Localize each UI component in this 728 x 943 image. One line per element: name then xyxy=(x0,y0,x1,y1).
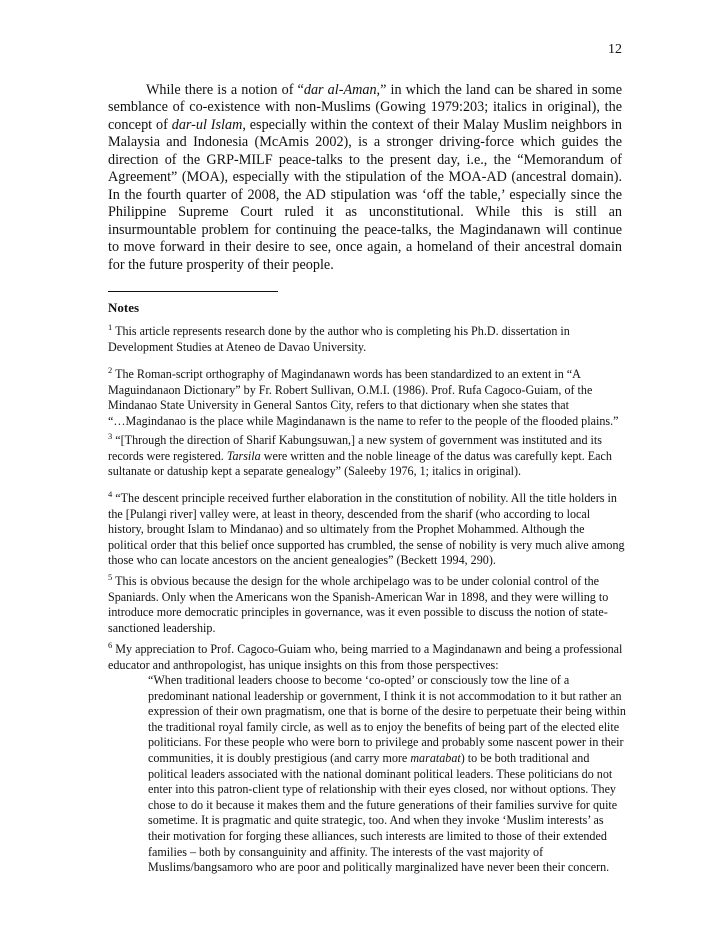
paragraph-line: concept of dar-ul Islam, especially within the context of their Malay Muslim neighbors in xyxy=(108,116,623,133)
footnote-separator xyxy=(108,291,278,292)
footnote-number: 3 xyxy=(108,430,113,441)
quote-line: expression of their own pragmatism, one that is borne of the desire to perpetuate their being within xyxy=(148,704,626,719)
footnote-line: educator and anthropologist, has unique insights on this from those perspectives: xyxy=(108,657,499,672)
quote-line: political leaders associated with the national dominant political leaders. These politicians do not xyxy=(148,766,613,781)
quote-line: the traditional royal family circle, as well as to enjoy the benefits of being part of the elected elite xyxy=(148,719,620,734)
quote-line: communities, it is doubly prestigious (and carry more maratabat) to be both traditional and xyxy=(148,750,590,765)
body-paragraph xyxy=(108,82,622,274)
quote-line: Muslims/bangsamoro who are poor and politically marginalized have never been their concern. xyxy=(148,860,610,875)
footnote-line: those who can locate ancestors on the ancient genealogies” (Beckett 1994, 290). xyxy=(108,553,496,568)
block-quote xyxy=(108,673,628,876)
footnote-line: Mindanao State University in General Santos City, refers to that dictionary when she states that xyxy=(108,398,570,413)
footnote-5 xyxy=(108,571,628,636)
footnote-line: history, brought Islam to Mindanao) and so ultimately from the Prophet Mohammed. Although the xyxy=(108,522,585,537)
quote-line: families – both by consanguinity and affinity. The interests of the vast majority of xyxy=(148,844,544,859)
quote-line: sometime. It is pragmatic and quite strategic, too. And when they invoke ‘Muslim interests’ as xyxy=(148,813,604,828)
footnote-line xyxy=(108,364,628,383)
footnote-text: The Roman-script orthography of Magindanawn words has been standardized to an extent in “A xyxy=(115,367,581,381)
paragraph-line: Malaysia and Indonesia (McAmis 2002), is a stronger driving-force which guides the xyxy=(108,134,622,151)
paragraph-line: While there is a notion of “dar al-Aman,” in which the land can be shared in some xyxy=(146,82,622,98)
page-number: 12 xyxy=(608,42,622,57)
footnote-line xyxy=(108,321,628,340)
footnote-text: This is obvious because the design for the whole archipelago was to be under colonial control of the xyxy=(115,574,600,588)
footnote-text: My appreciation to Prof. Cagoco-Guiam who, being married to a Magindanawn and being a professional xyxy=(115,642,623,656)
paragraph-line: In the fourth quarter of 2008, the AD stipulation was ‘off the table,’ especially since the xyxy=(108,186,622,203)
quote-line: enter into this patron-client type of relationship with their eyes closed, nor without options. They xyxy=(148,782,616,797)
notes-heading: Notes xyxy=(108,300,140,315)
paragraph-line: for the future prosperity of their people. xyxy=(108,256,334,273)
quote-line: their motivation for forging these alliances, such interests are limited to those of their extended xyxy=(148,828,607,843)
footnote-number: 5 xyxy=(108,571,113,582)
paragraph-line: direction of the GRP-MILF peace-talks to the present day, i.e., the “Memorandum of xyxy=(108,151,622,168)
footnote-line: introduce more democratic principles in governance, was it even possible to discuss the notion of state- xyxy=(108,605,608,620)
footnote-line: Spaniards. Only when the Americans won the Spanish-American War in 1898, and they were willing to xyxy=(108,589,609,604)
quote-line: “When traditional leaders choose to become ‘co-opted’ or consciously tow the line of a xyxy=(148,673,570,687)
quote-line: chose to do it because it makes them and the future generations of their families survive for quite xyxy=(148,797,618,812)
footnote-line: Maguindanaon Dictionary” by Fr. Robert Sullivan, O.M.I. (1986). Prof. Rufa Cagoco-Guiam, of the xyxy=(108,382,593,397)
footnote-line xyxy=(108,488,628,507)
footnote-number: 1 xyxy=(108,321,113,332)
footnote-line xyxy=(108,430,628,449)
paragraph-line: insurmountable problem for continuing the peace-talks, the Magindanawn will continue xyxy=(108,221,622,238)
footnote-4 xyxy=(108,488,628,569)
footnote-number: 4 xyxy=(108,488,113,499)
footnote-line: Development Studies at Ateneo de Davao University. xyxy=(108,339,367,354)
footnote-text: This article represents research done by the author who is completing his Ph.D. dissertation in xyxy=(115,324,570,338)
footnote-1 xyxy=(108,321,628,355)
paragraph-line: Agreement” (MOA), especially with the stipulation of the MOA-AD (ancestral domain). xyxy=(108,169,622,186)
paragraph-line: semblance of co-existence with non-Muslims (Gowing 1979:203; italics in original), the xyxy=(108,99,622,116)
footnote-text: “The descent principle received further elaboration in the constitution of nobility. All the title holders in xyxy=(115,491,617,505)
footnote-line: sultanate or datuship kept a separate genealogy” (Saleeby 1976, 1; italics in original). xyxy=(108,464,522,479)
footnote-line: “…Magindanao is the place while Magindanawn is the name to refer to the people of the flooded plains.” xyxy=(108,413,619,428)
footnote-line: political order that this belief once supported has crumbled, the sense of nobility is very much alive among xyxy=(108,537,625,552)
footnote-line: the [Pulangi river] valley were, at least in theory, descended from the sharif (who according to local xyxy=(108,506,591,521)
footnote-line xyxy=(108,639,628,658)
quote-line: politicians. For these people who were born to privilege and probably some nascent power in their xyxy=(148,735,624,750)
footnote-number: 6 xyxy=(108,639,113,650)
quote-line: predominant national leadership or government, I think it is not accommodation to it but rather an xyxy=(148,688,622,703)
footnote-3 xyxy=(108,430,628,480)
footnote-text: “[Through the direction of Sharif Kabungsuwan,] a new system of government was instituted and its xyxy=(115,433,602,447)
footnote-line: sanctioned leadership. xyxy=(108,620,216,635)
footnote-line: records were registered. Tarsila were written and the noble lineage of the datus was carefully kept. Each xyxy=(108,448,612,463)
footnote-line xyxy=(108,571,628,590)
footnote-2 xyxy=(108,364,628,429)
footnote-6 xyxy=(108,639,628,673)
paragraph-line: Philippine Supreme Court ruled it as unconstitutional. While this is still an xyxy=(108,204,622,221)
footnote-number: 2 xyxy=(108,364,113,375)
paragraph-line: to move forward in their desire to see, once again, a homeland of their ancestral domain xyxy=(108,239,622,256)
